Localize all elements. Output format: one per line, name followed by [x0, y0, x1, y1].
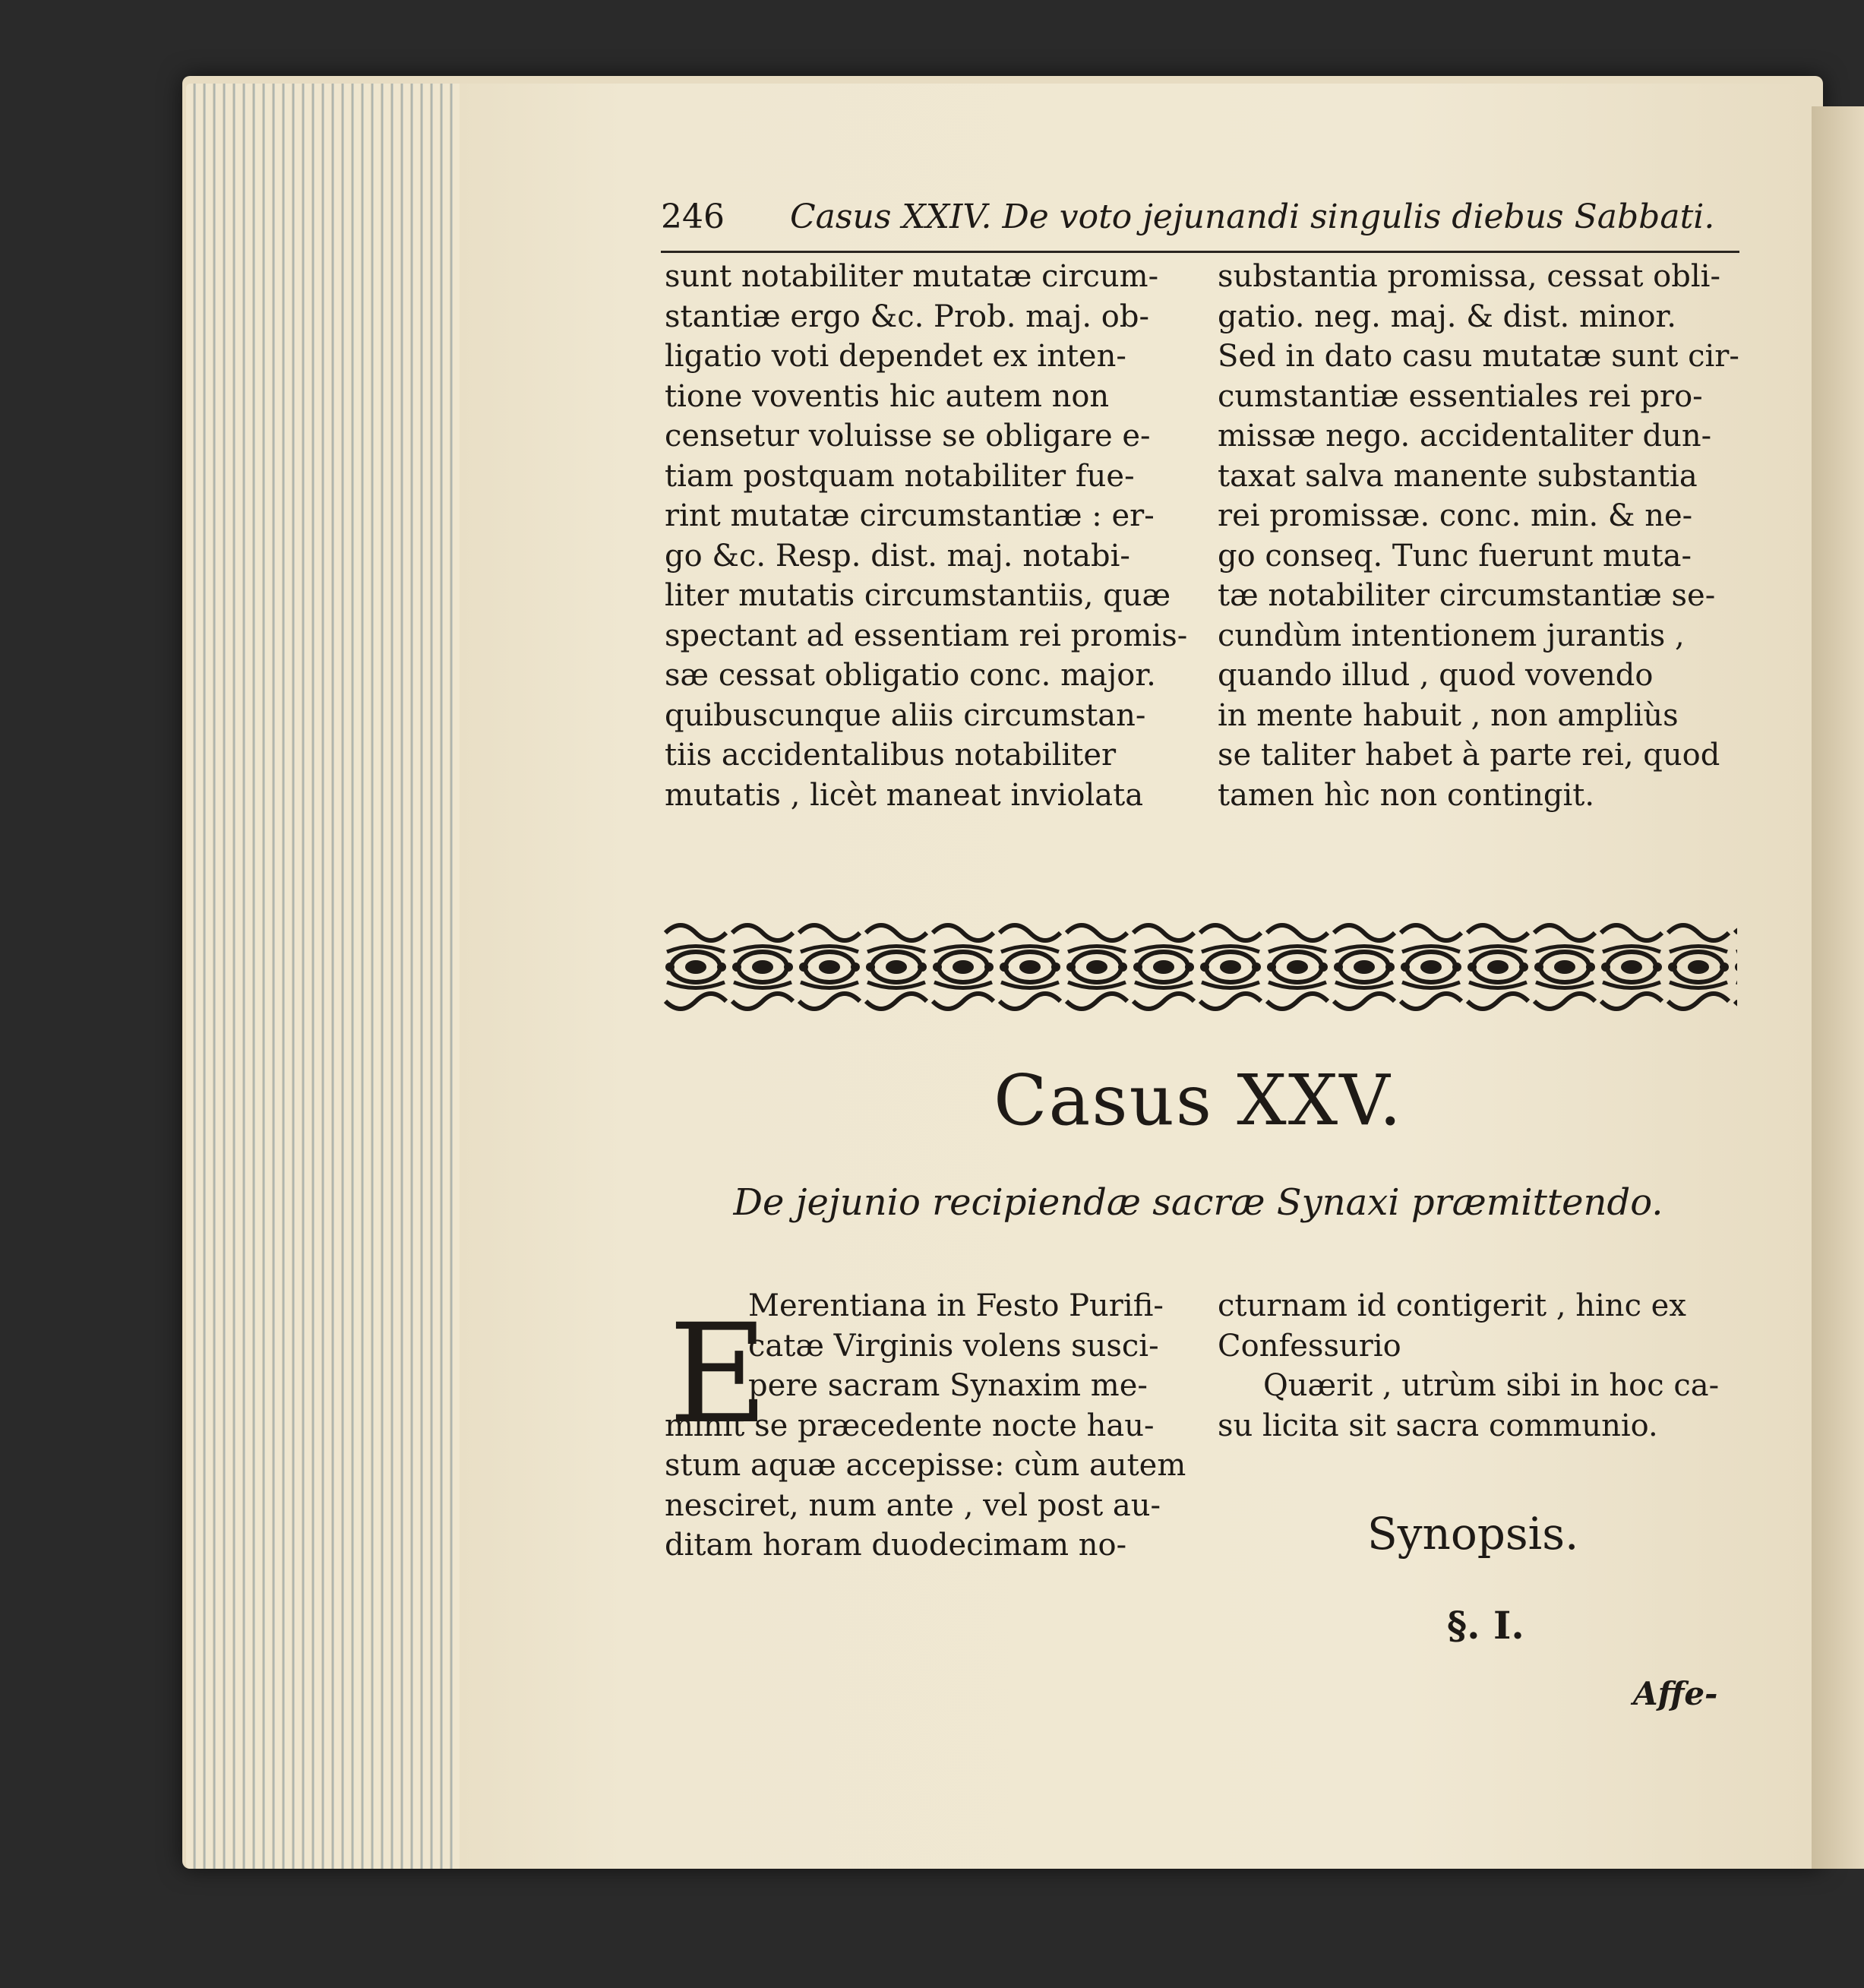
text-line: gatio. neg. maj. & dist. minor.	[1218, 299, 1676, 334]
text-line: spectant ad essentiam rei promis-	[665, 618, 1188, 653]
decorative-border-ornament	[662, 918, 1737, 1016]
text-line: go conseq. Tunc fuerunt muta-	[1218, 538, 1692, 574]
text-line: tamen hìc non contingit.	[1218, 777, 1595, 813]
text-line: stantiæ ergo &c. Prob. maj. ob-	[665, 299, 1149, 334]
text-line: quibuscunque aliis circumstan-	[665, 697, 1146, 733]
text-line: Confessurio	[1218, 1328, 1401, 1364]
text-line: tæ notabiliter circumstantiæ se-	[1218, 578, 1716, 613]
text-line: substantia promissa, cessat obli-	[1218, 259, 1720, 294]
top-left-column	[665, 257, 1189, 815]
text-line: minit se præcedente nocte hau-	[665, 1408, 1155, 1443]
text-line: rei promissæ. conc. min. & ne-	[1218, 498, 1693, 533]
running-title: Casus XXIV. De voto jejunandi singulis diebus Sabbati.	[790, 198, 1715, 236]
section-mark: §. I.	[1447, 1603, 1524, 1648]
text-line: cturnam id contigerit , hinc ex	[1218, 1288, 1686, 1323]
running-head	[661, 198, 1739, 253]
text-line: liter mutatis circumstantiis, quæ	[665, 578, 1171, 613]
bottom-right-column	[1218, 1286, 1734, 1446]
text-line: tione voventis hic autem non	[665, 378, 1110, 414]
text-line: rint mutatæ circumstantiæ : er-	[665, 498, 1155, 533]
text-line: sunt notabiliter mutatæ circum-	[665, 259, 1159, 294]
text-line: stum aquæ accepisse: cùm autem	[665, 1448, 1186, 1483]
text-line: nesciret, num ante , vel post au-	[665, 1487, 1161, 1523]
drop-cap: E	[668, 1295, 769, 1454]
text-line: ditam horam duodecimam no-	[665, 1528, 1127, 1563]
text-line: go &c. Resp. dist. maj. notabi-	[665, 538, 1130, 574]
text-line: tiam postquam notabiliter fue-	[665, 458, 1135, 494]
case-title: Casus XXV.	[994, 1060, 1403, 1141]
text-line: su licita sit sacra communio.	[1218, 1408, 1658, 1443]
text-line: censetur voluisse se obligare e-	[665, 419, 1151, 454]
page-edges	[186, 84, 460, 1869]
top-right-column	[1218, 257, 1739, 815]
text-line: missæ nego. accidentaliter dun-	[1218, 419, 1712, 454]
text-line: ligatio voti dependet ex inten-	[665, 339, 1126, 374]
text-line: mutatis , licèt maneat inviolata	[665, 777, 1144, 813]
text-line: sæ cessat obligatio conc. major.	[665, 658, 1156, 693]
text-line: Sed in dato casu mutatæ sunt cir-	[1218, 339, 1739, 374]
catchword: Affe-	[1633, 1675, 1718, 1712]
text-line: Quærit , utrùm sibi in hoc ca-	[1263, 1368, 1720, 1403]
case-subtitle: De jejunio recipiendæ sacræ Synaxi præmittendo.	[733, 1181, 1663, 1224]
text-line: in mente habuit , non ampliùs	[1218, 697, 1679, 733]
text-line: catæ Virginis volens susci-	[748, 1328, 1159, 1364]
text-line: tiis accidentalibus notabiliter	[665, 738, 1117, 773]
facing-page-edge	[1808, 106, 1864, 1869]
text-line: cumstantiæ essentiales rei pro-	[1218, 378, 1703, 414]
text-line: taxat salva manente substantia	[1218, 458, 1698, 494]
bottom-left-column	[665, 1286, 1189, 1566]
page-number: 246	[661, 198, 725, 236]
text-line: cundùm intentionem jurantis ,	[1218, 618, 1685, 653]
synopsis-heading: Synopsis.	[1367, 1508, 1579, 1560]
text-line: Merentiana in Festo Purifi-	[748, 1288, 1164, 1323]
text-line: quando illud , quod vovendo	[1218, 658, 1654, 693]
text-line: pere sacram Synaxim me-	[748, 1368, 1148, 1403]
text-line: se taliter habet à parte rei, quod	[1218, 738, 1720, 773]
